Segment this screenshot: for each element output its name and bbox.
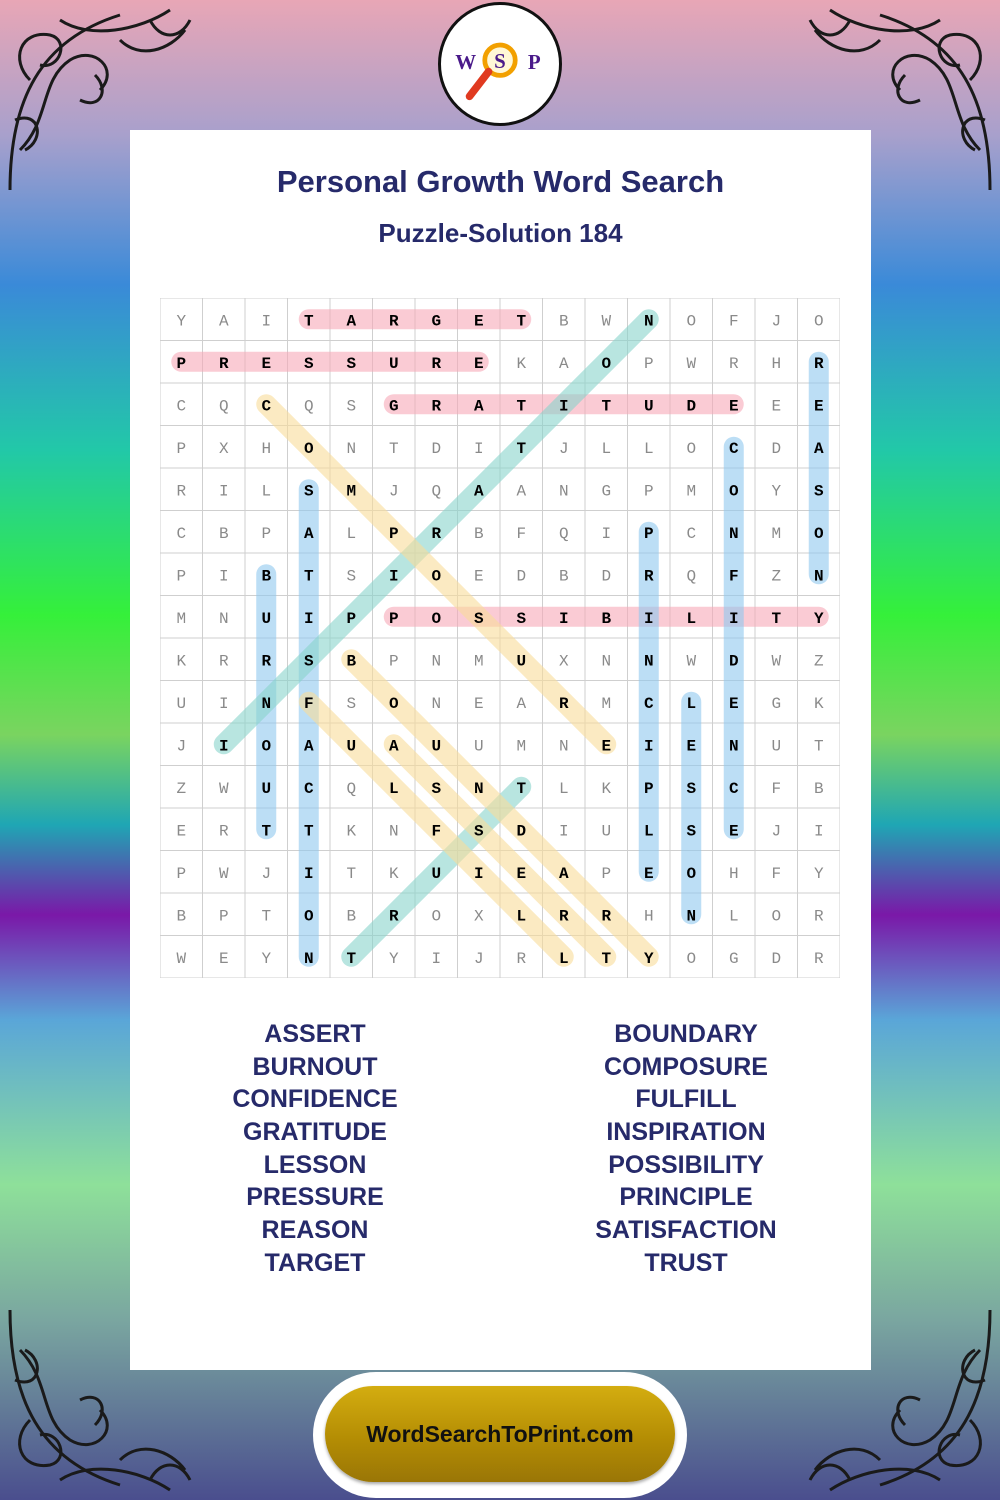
grid-letter: L bbox=[601, 439, 612, 458]
grid-letter-found: C bbox=[261, 397, 272, 416]
grid-letter: C bbox=[686, 524, 697, 543]
grid-letter: B bbox=[558, 567, 569, 586]
grid-letter: Q bbox=[218, 397, 229, 416]
grid-letter-found: I bbox=[303, 609, 314, 628]
grid-letter-found: R bbox=[558, 907, 569, 926]
grid-letter: N bbox=[346, 439, 357, 458]
grid-letter-found: F bbox=[728, 567, 739, 586]
grid-svg bbox=[160, 298, 840, 978]
grid-letter-found: E bbox=[261, 354, 272, 373]
grid-letter: D bbox=[601, 567, 612, 586]
grid-letter-found: S bbox=[516, 609, 527, 628]
grid-letter-found: U bbox=[261, 779, 272, 798]
grid-letter-found: I bbox=[303, 864, 314, 883]
grid-letter: S bbox=[346, 694, 357, 713]
grid-letter: L bbox=[558, 779, 569, 798]
grid-letter-found: R bbox=[431, 354, 442, 373]
grid-letter-found: U bbox=[516, 652, 527, 671]
grid-letter-found: U bbox=[431, 737, 442, 756]
grid-letter-found: I bbox=[643, 609, 654, 628]
grid-letter: T bbox=[388, 439, 399, 458]
grid-letter: E bbox=[771, 397, 782, 416]
grid-letter: Y bbox=[813, 864, 824, 883]
word-list-item: SATISFACTION bbox=[595, 1216, 777, 1245]
grid-letter: U bbox=[771, 737, 782, 756]
grid-letter-found: I bbox=[218, 737, 229, 756]
grid-letter-found: D bbox=[516, 822, 527, 841]
word-list-item: CONFIDENCE bbox=[232, 1085, 398, 1114]
grid-letter-found: R bbox=[558, 694, 569, 713]
grid-letter-found: O bbox=[431, 609, 442, 628]
grid-letter-found: S bbox=[303, 354, 314, 373]
grid-letter: N bbox=[218, 609, 229, 628]
grid-letter: M bbox=[771, 524, 782, 543]
grid-letter: Y bbox=[176, 312, 187, 331]
grid-letter-found: U bbox=[388, 354, 399, 373]
grid-letter: E bbox=[473, 567, 484, 586]
grid-letter: Z bbox=[771, 567, 782, 586]
grid-letter: H bbox=[261, 439, 272, 458]
page-subtitle: Puzzle-Solution 184 bbox=[378, 218, 623, 248]
grid-letter: X bbox=[218, 439, 229, 458]
grid-letter: Y bbox=[771, 482, 782, 501]
grid-letter-found: A bbox=[303, 737, 314, 756]
grid-letter-found: N bbox=[728, 737, 739, 756]
grid-letter-found: N bbox=[303, 949, 314, 968]
word-list-item: GRATITUDE bbox=[243, 1118, 387, 1147]
logo-letter-w: W bbox=[455, 49, 477, 74]
grid-letter: I bbox=[218, 694, 229, 713]
grid-letter: I bbox=[431, 949, 442, 968]
grid-letter-found: B bbox=[261, 567, 272, 586]
word-list-item: TARGET bbox=[264, 1248, 366, 1277]
grid-letter-found: O bbox=[728, 482, 739, 501]
grid-letter: I bbox=[473, 439, 484, 458]
grid-letter: I bbox=[218, 567, 229, 586]
grid-letter: Q bbox=[346, 779, 357, 798]
grid-letter: E bbox=[473, 694, 484, 713]
grid-letter-found: T bbox=[771, 609, 782, 628]
grid-letter: D bbox=[771, 949, 782, 968]
grid-letter-found: Y bbox=[643, 949, 654, 968]
grid-letter-found: P bbox=[346, 609, 357, 628]
grid-letter: B bbox=[558, 312, 569, 331]
grid-letter-found: O bbox=[601, 354, 612, 373]
grid-letter: W bbox=[601, 312, 612, 331]
grid-letter: T bbox=[346, 864, 357, 883]
grid-letter-found: O bbox=[813, 524, 824, 543]
grid-letter-found: N bbox=[643, 652, 654, 671]
grid-letter-found: O bbox=[261, 737, 272, 756]
grid-letter-found: I bbox=[388, 567, 399, 586]
grid-letter-found: O bbox=[431, 567, 442, 586]
grid-letter: S bbox=[346, 567, 357, 586]
grid-letter-found: R bbox=[388, 312, 399, 331]
grid-letter-found: R bbox=[813, 354, 824, 373]
grid-letter-found: S bbox=[346, 354, 357, 373]
grid-letter-found: D bbox=[728, 652, 739, 671]
grid-letter-found: N bbox=[473, 779, 484, 798]
grid-letter-found: S bbox=[686, 822, 697, 841]
grid-letter: R bbox=[516, 949, 527, 968]
grid-letter: K bbox=[346, 822, 357, 841]
grid-letter-found: E bbox=[728, 397, 739, 416]
grid-letter: I bbox=[558, 822, 569, 841]
grid-letter: O bbox=[813, 312, 824, 331]
grid-letter-found: A bbox=[346, 312, 357, 331]
grid-letter-found: S bbox=[303, 652, 314, 671]
word-list-item: PRESSURE bbox=[246, 1183, 384, 1212]
grid-letter-found: U bbox=[643, 397, 654, 416]
grid-letter: A bbox=[558, 354, 569, 373]
grid-letter-found: D bbox=[686, 397, 697, 416]
grid-letter: K bbox=[601, 779, 612, 798]
grid-letter: A bbox=[218, 312, 229, 331]
grid-letter-found: I bbox=[728, 609, 739, 628]
grid-letter: X bbox=[558, 652, 569, 671]
page-title: Personal Growth Word Search bbox=[276, 164, 725, 199]
wsp-logo[interactable] bbox=[438, 2, 562, 126]
grid-letter: K bbox=[176, 652, 187, 671]
grid-letter-found: L bbox=[643, 822, 654, 841]
grid-letter-found: A bbox=[473, 397, 484, 416]
grid-letter-found: O bbox=[303, 439, 314, 458]
grid-letter-found: T bbox=[303, 567, 314, 586]
grid-letter-found: B bbox=[346, 652, 357, 671]
grid-letter: B bbox=[346, 907, 357, 926]
grid-letter: I bbox=[261, 312, 272, 331]
grid-letter: J bbox=[261, 864, 272, 883]
grid-letter: N bbox=[558, 737, 569, 756]
grid-letter-found: I bbox=[558, 609, 569, 628]
grid-letter-found: I bbox=[643, 737, 654, 756]
grid-letter: N bbox=[388, 822, 399, 841]
grid-letter-found: S bbox=[473, 609, 484, 628]
grid-letter-found: L bbox=[686, 694, 697, 713]
grid-letter: P bbox=[176, 439, 187, 458]
grid-letter: M bbox=[516, 737, 527, 756]
grid-letter: U bbox=[601, 822, 612, 841]
grid-letter: J bbox=[771, 312, 782, 331]
grid-letter: H bbox=[643, 907, 654, 926]
grid-letter: I bbox=[601, 524, 612, 543]
grid-letter-found: N bbox=[643, 312, 654, 331]
grid-letter-found: L bbox=[516, 907, 527, 926]
grid-letter-found: S bbox=[473, 822, 484, 841]
grid-letter: J bbox=[558, 439, 569, 458]
grid-letter: P bbox=[176, 567, 187, 586]
grid-letter: Z bbox=[176, 779, 187, 798]
grid-letter: O bbox=[771, 907, 782, 926]
grid-letter-found: U bbox=[346, 737, 357, 756]
grid-letter: L bbox=[346, 524, 357, 543]
grid-letter: X bbox=[473, 907, 484, 926]
grid-letter-found: A bbox=[388, 737, 399, 756]
grid-letter: Z bbox=[813, 652, 824, 671]
grid-letter: B bbox=[176, 907, 187, 926]
grid-letter: S bbox=[346, 397, 357, 416]
grid-letter: O bbox=[686, 949, 697, 968]
grid-letter: E bbox=[176, 822, 187, 841]
grid-letter: N bbox=[431, 652, 442, 671]
grid-letter-found: E bbox=[728, 822, 739, 841]
grid-letter: R bbox=[813, 949, 824, 968]
grid-letter: B bbox=[473, 524, 484, 543]
grid-letter: F bbox=[771, 779, 782, 798]
grid-letter: P bbox=[643, 482, 654, 501]
grid-letter-found: R bbox=[601, 907, 612, 926]
grid-letter-found: T bbox=[303, 822, 314, 841]
grid-letter: K bbox=[813, 694, 824, 713]
grid-letter: Y bbox=[261, 949, 272, 968]
grid-letter-found: S bbox=[431, 779, 442, 798]
grid-letter-found: S bbox=[686, 779, 697, 798]
grid-letter-found: R bbox=[218, 354, 229, 373]
grid-letter-found: I bbox=[473, 864, 484, 883]
word-list-item: PRINCIPLE bbox=[619, 1183, 753, 1212]
grid-letter: N bbox=[601, 652, 612, 671]
grid-letter-found: C bbox=[303, 779, 314, 798]
logo-letter-s: S bbox=[494, 48, 506, 73]
grid-letter: C bbox=[176, 524, 187, 543]
word-list-item: POSSIBILITY bbox=[608, 1150, 764, 1179]
grid-letter-found: T bbox=[516, 779, 527, 798]
grid-letter: B bbox=[218, 524, 229, 543]
grid-letter-found: E bbox=[813, 397, 824, 416]
grid-letter-found: O bbox=[686, 864, 697, 883]
grid-letter-found: G bbox=[388, 397, 399, 416]
grid-letter: Q bbox=[686, 567, 697, 586]
grid-letter: W bbox=[771, 652, 782, 671]
grid-letter: R bbox=[176, 482, 187, 501]
grid-letter: O bbox=[686, 439, 697, 458]
grid-letter-found: U bbox=[261, 609, 272, 628]
grid-letter-found: A bbox=[303, 524, 314, 543]
grid-letter: G bbox=[601, 482, 612, 501]
grid-letter: F bbox=[516, 524, 527, 543]
grid-letter: K bbox=[388, 864, 399, 883]
grid-letter-found: R bbox=[261, 652, 272, 671]
grid-letter-found: A bbox=[813, 439, 824, 458]
grid-letter: A bbox=[516, 694, 527, 713]
grid-letter: A bbox=[516, 482, 527, 501]
grid-letter: R bbox=[218, 652, 229, 671]
grid-letter: Y bbox=[388, 949, 399, 968]
grid-letter: O bbox=[686, 312, 697, 331]
grid-letter-found: E bbox=[643, 864, 654, 883]
grid-letter: I bbox=[218, 482, 229, 501]
word-list-item: REASON bbox=[261, 1216, 369, 1245]
grid-letter: L bbox=[261, 482, 272, 501]
grid-letter: T bbox=[813, 737, 824, 756]
grid-letter-found: N bbox=[728, 524, 739, 543]
grid-letter: O bbox=[431, 907, 442, 926]
grid-letter: L bbox=[728, 907, 739, 926]
grid-letter-found: P bbox=[643, 779, 654, 798]
grid-letter: W bbox=[686, 354, 697, 373]
grid-letter-found: N bbox=[813, 567, 824, 586]
grid-letter-found: T bbox=[601, 397, 612, 416]
grid-letter: Q bbox=[303, 397, 314, 416]
grid-letter: K bbox=[516, 354, 527, 373]
grid-letter-found: U bbox=[431, 864, 442, 883]
grid-letter: M bbox=[176, 609, 187, 628]
grid-letter-found: P bbox=[176, 354, 187, 373]
grid-letter-found: T bbox=[516, 312, 527, 331]
grid-letter: D bbox=[516, 567, 527, 586]
word-list-item: BURNOUT bbox=[252, 1052, 378, 1081]
grid-letter-found: L bbox=[558, 949, 569, 968]
grid-letter-found: L bbox=[686, 609, 697, 628]
grid-letter: Q bbox=[431, 482, 442, 501]
grid-letter: M bbox=[601, 694, 612, 713]
word-list-item: ASSERT bbox=[264, 1020, 366, 1048]
grid-letter: P bbox=[601, 864, 612, 883]
website-link-button[interactable]: WordSearchToPrint.com bbox=[325, 1386, 675, 1482]
grid-letter: J bbox=[771, 822, 782, 841]
grid-letter-found: N bbox=[686, 907, 697, 926]
grid-letter-found: E bbox=[473, 312, 484, 331]
grid-letter-found: I bbox=[558, 397, 569, 416]
grid-letter: J bbox=[473, 949, 484, 968]
word-list-item: TRUST bbox=[644, 1248, 728, 1277]
word-list-item: INSPIRATION bbox=[606, 1118, 766, 1147]
grid-letter-found: S bbox=[303, 482, 314, 501]
grid-letter: P bbox=[388, 652, 399, 671]
grid-letter: H bbox=[771, 354, 782, 373]
grid-letter-found: E bbox=[516, 864, 527, 883]
grid-letter: J bbox=[176, 737, 187, 756]
grid-letter-found: R bbox=[388, 907, 399, 926]
grid-letter: Q bbox=[558, 524, 569, 543]
logo-letter-p: P bbox=[527, 49, 541, 74]
grid-letter-found: C bbox=[728, 779, 739, 798]
grid-letter: R bbox=[218, 822, 229, 841]
word-list-item: LESSON bbox=[263, 1150, 367, 1179]
grid-letter-found: P bbox=[388, 609, 399, 628]
grid-letter-found: L bbox=[388, 779, 399, 798]
grid-letter-found: E bbox=[601, 737, 612, 756]
grid-letter-found: R bbox=[431, 524, 442, 543]
grid-letter: P bbox=[176, 864, 187, 883]
grid-letter: R bbox=[728, 354, 739, 373]
grid-letter: F bbox=[771, 864, 782, 883]
grid-letter-found: E bbox=[728, 694, 739, 713]
grid-letter-found: B bbox=[601, 609, 612, 628]
grid-letter: W bbox=[176, 949, 187, 968]
grid-letter-found: T bbox=[261, 822, 272, 841]
grid-letter-found: F bbox=[303, 694, 314, 713]
grid-letter-found: P bbox=[388, 524, 399, 543]
grid-letter: R bbox=[813, 907, 824, 926]
grid-letter-found: R bbox=[643, 567, 654, 586]
grid-letter: G bbox=[771, 694, 782, 713]
grid-letter-found: E bbox=[686, 737, 697, 756]
grid-letter: H bbox=[728, 864, 739, 883]
grid-letter: T bbox=[261, 907, 272, 926]
grid-letter-found: G bbox=[431, 312, 442, 331]
grid-letter-found: O bbox=[388, 694, 399, 713]
grid-letter: N bbox=[558, 482, 569, 501]
grid-letter-found: T bbox=[346, 949, 357, 968]
word-list-item: COMPOSURE bbox=[604, 1052, 768, 1081]
puzzle-card bbox=[130, 130, 871, 1370]
grid-letter: N bbox=[431, 694, 442, 713]
grid-letter-found: R bbox=[431, 397, 442, 416]
grid-letter: U bbox=[473, 737, 484, 756]
grid-letter: C bbox=[176, 397, 187, 416]
grid-letter-found: A bbox=[473, 482, 484, 501]
grid-letter: M bbox=[473, 652, 484, 671]
grid-letter: F bbox=[728, 312, 739, 331]
grid-letter-found: S bbox=[813, 482, 824, 501]
grid-letter: P bbox=[261, 524, 272, 543]
grid-letter: D bbox=[431, 439, 442, 458]
grid-letter: D bbox=[771, 439, 782, 458]
grid-letter: W bbox=[218, 779, 229, 798]
grid-letter-found: T bbox=[303, 312, 314, 331]
grid-letter: G bbox=[728, 949, 739, 968]
grid-letter-found: E bbox=[473, 354, 484, 373]
word-list-right bbox=[501, 1018, 871, 1280]
grid-letter: P bbox=[218, 907, 229, 926]
grid-letter: M bbox=[686, 482, 697, 501]
word-list-item: FULFILL bbox=[635, 1085, 737, 1114]
word-search-grid bbox=[160, 298, 840, 978]
grid-letter-found: O bbox=[303, 907, 314, 926]
word-list-item: BOUNDARY bbox=[614, 1020, 758, 1048]
grid-letter: E bbox=[218, 949, 229, 968]
grid-letter-found: C bbox=[643, 694, 654, 713]
grid-letter-found: T bbox=[516, 439, 527, 458]
grid-letter-found: F bbox=[431, 822, 442, 841]
grid-letter-found: A bbox=[558, 864, 569, 883]
grid-letter: L bbox=[643, 439, 654, 458]
grid-letter-found: C bbox=[728, 439, 739, 458]
grid-letter-found: T bbox=[601, 949, 612, 968]
grid-letter: I bbox=[813, 822, 824, 841]
grid-letter: W bbox=[218, 864, 229, 883]
grid-letter: J bbox=[388, 482, 399, 501]
word-list-left bbox=[130, 1018, 500, 1280]
grid-letter-found: T bbox=[516, 397, 527, 416]
grid-letter-found: Y bbox=[813, 609, 824, 628]
grid-letter: P bbox=[643, 354, 654, 373]
grid-letter-found: N bbox=[261, 694, 272, 713]
grid-letter-found: P bbox=[643, 524, 654, 543]
grid-letter: B bbox=[813, 779, 824, 798]
grid-letter-found: M bbox=[346, 482, 357, 501]
grid-letter: W bbox=[686, 652, 697, 671]
grid-letter: U bbox=[176, 694, 187, 713]
